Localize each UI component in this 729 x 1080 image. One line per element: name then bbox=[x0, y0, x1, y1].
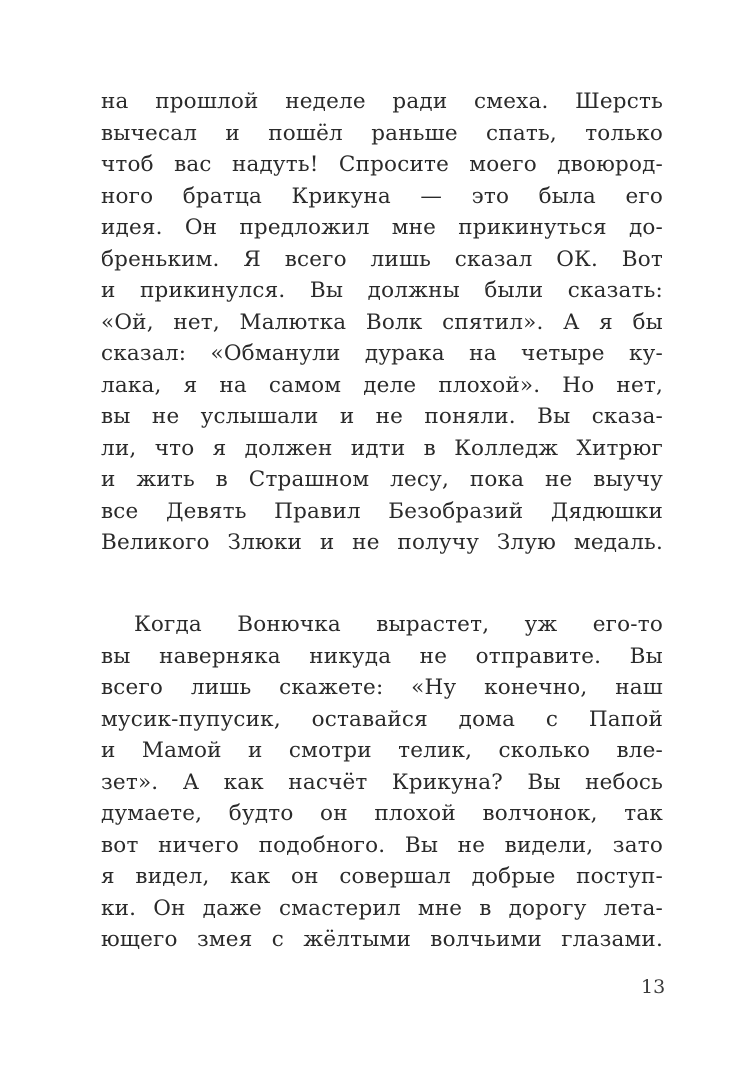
text-line: Великого Злюки и не получу Злую медаль. bbox=[101, 530, 663, 555]
text-line: я видел, как он совершал добрые поступ- bbox=[101, 864, 663, 889]
page-number: 13 bbox=[641, 976, 666, 998]
text-line: всего лишь скажете: «Ну конечно, наш bbox=[101, 675, 663, 700]
text-line: вы наверняка никуда не отправите. Вы bbox=[101, 643, 663, 669]
text-line: все Девять Правил Безобразий Дядюшки bbox=[101, 498, 663, 524]
text-line: мусик-пупусик, оставайся дома с Папой bbox=[101, 706, 663, 732]
text-line: «Ой, нет, Малютка Волк спятил». А я бы bbox=[101, 309, 663, 335]
text-line: и жить в Страшном лесу, пока не выучу bbox=[101, 467, 663, 492]
text-line: ки. Он даже смастерил мне в дорогу лета- bbox=[101, 895, 663, 921]
text-line: сказал: «Обманули дурака на четыре ку- bbox=[101, 341, 663, 366]
text-line: и прикинулся. Вы должны были сказать: bbox=[101, 278, 663, 303]
text-line: чтоб вас надуть! Спросите моего двоюрод- bbox=[101, 152, 663, 177]
text-line: идея. Он предложил мне прикинуться до- bbox=[101, 215, 663, 240]
text-line: ного братца Крикуна — это была его bbox=[101, 183, 663, 209]
text-line: лака, я на самом деле плохой». Но нет, bbox=[101, 372, 663, 398]
text-line: и Мамой и смотри телик, сколько вле- bbox=[101, 738, 663, 763]
text-line: на прошлой неделе ради смеха. Шерсть bbox=[101, 89, 663, 114]
text-line: зет». А как насчёт Крикуна? Вы небось bbox=[101, 769, 663, 795]
text-line: вы не услышали и не поняли. Вы сказа- bbox=[101, 404, 663, 429]
text-line: ли, что я должен идти в Колледж Хитрюг bbox=[101, 435, 663, 461]
text-line: бреньким. Я всего лишь сказал ОК. Вот bbox=[101, 246, 663, 272]
text-line: ющего змея с жёлтыми волчьими глазами. bbox=[101, 927, 663, 952]
text-line: думаете, будто он плохой волчонок, так bbox=[101, 801, 663, 826]
text-line: вот ничего подобного. Вы не видели, зато bbox=[101, 832, 663, 858]
paragraph-1 bbox=[101, 86, 663, 559]
text-line: вычесал и пошёл раньше спать, только bbox=[101, 120, 663, 146]
paragraph-2 bbox=[101, 609, 663, 956]
text-line: Когда Вонючка вырастет, уж его-то bbox=[134, 612, 663, 637]
